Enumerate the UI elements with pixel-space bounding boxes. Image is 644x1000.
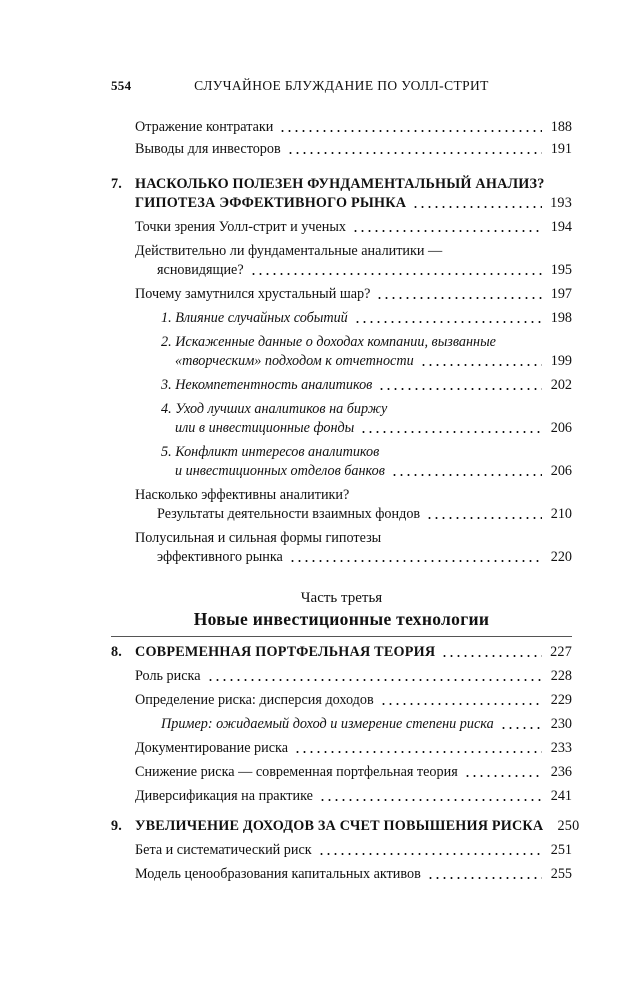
toc-subentry bbox=[111, 443, 572, 481]
toc-entry-page: 255 bbox=[550, 866, 572, 882]
toc-entry-page: 194 bbox=[550, 219, 572, 235]
toc-entry-page: 233 bbox=[550, 740, 572, 756]
leader-dots bbox=[378, 388, 542, 390]
part-title: Новые инвестиционные технологии bbox=[193, 609, 490, 629]
toc-entry-title-cont: эффективного рынка bbox=[157, 549, 283, 565]
toc-entry bbox=[111, 739, 572, 758]
leader-dots bbox=[250, 273, 542, 275]
toc-entry-page: 236 bbox=[550, 764, 572, 780]
toc-entry-title: Роль риска bbox=[135, 668, 201, 684]
leader-dots bbox=[464, 775, 542, 777]
toc-entry-title: Бета и систематический риск bbox=[135, 842, 312, 858]
toc-chapter-8 bbox=[111, 643, 572, 806]
leader-dots bbox=[441, 655, 542, 657]
page-number: 554 bbox=[111, 78, 132, 93]
toc-entry-title: Насколько эффективны аналитики? bbox=[135, 487, 350, 503]
toc-entry-page: 199 bbox=[550, 353, 572, 369]
toc-subentry bbox=[111, 715, 572, 734]
leader-dots bbox=[289, 560, 542, 562]
leader-dots bbox=[426, 517, 542, 519]
toc-entry-title: Пример: ожидаемый доход и измерение степени риска bbox=[161, 716, 494, 732]
toc-entry bbox=[111, 486, 572, 524]
toc-entry-page: 229 bbox=[550, 692, 572, 708]
toc-entry bbox=[111, 841, 572, 860]
toc-entry-title: Документирование риска bbox=[135, 740, 289, 756]
toc-entry-title: Полусильная и сильная формы гипотезы bbox=[135, 530, 382, 546]
toc-entry bbox=[111, 865, 572, 884]
toc-entry-page: 198 bbox=[550, 310, 572, 326]
leader-dots bbox=[354, 321, 542, 323]
chapter-page: 193 bbox=[550, 195, 572, 211]
toc-entry-page: 191 bbox=[550, 141, 572, 157]
running-header bbox=[111, 78, 572, 98]
toc-entry-title: Диверсификация на практике bbox=[135, 788, 313, 804]
toc-entry bbox=[111, 667, 572, 686]
toc-entry-title-cont: и инвестиционных отделов банков bbox=[175, 463, 385, 479]
toc-chapter-9 bbox=[111, 817, 580, 884]
chapter-number: 9. bbox=[111, 818, 123, 834]
toc-entry-title-cont: «творческим» подходом к отчетности bbox=[175, 353, 414, 369]
toc-entry-title: Определение риска: дисперсия доходов bbox=[135, 692, 374, 708]
toc-entry-page: 220 bbox=[550, 549, 572, 565]
leader-dots bbox=[207, 679, 543, 681]
toc-entry bbox=[111, 118, 572, 137]
leader-dots bbox=[420, 364, 542, 366]
toc-section-top bbox=[111, 118, 572, 159]
chapter-title: УВЕЛИЧЕНИЕ ДОХОДОВ ЗА СЧЕТ ПОВЫШЕНИЯ РИСКА bbox=[135, 818, 544, 834]
toc-entry-page: 195 bbox=[550, 262, 572, 278]
leader-dots bbox=[391, 474, 542, 476]
chapter-page: 250 bbox=[557, 818, 580, 834]
toc-entry-page: 210 bbox=[550, 506, 572, 522]
toc-entry bbox=[111, 285, 572, 304]
divider bbox=[111, 636, 572, 637]
toc-entry-page: 241 bbox=[550, 788, 572, 804]
leader-dots bbox=[279, 130, 542, 132]
toc-entry-title: Действительно ли фундаментальные аналитики — bbox=[135, 243, 443, 259]
toc-entry-title: Модель ценообразования капитальных активов bbox=[135, 866, 421, 882]
toc-entry bbox=[111, 242, 572, 280]
chapter-number: 7. bbox=[111, 176, 123, 192]
leader-dots bbox=[294, 751, 542, 753]
toc-entry-page: 228 bbox=[550, 668, 572, 684]
toc-entry-page: 188 bbox=[550, 119, 572, 135]
chapter-title-line-1: НАСКОЛЬКО ПОЛЕЗЕН ФУНДАМЕНТАЛЬНЫЙ АНАЛИЗ? bbox=[135, 176, 545, 192]
chapter-heading bbox=[111, 817, 580, 836]
leader-dots bbox=[287, 152, 542, 154]
toc-entry-title: Точки зрения Уолл-стрит и ученых bbox=[135, 219, 346, 235]
toc-entry-page: 251 bbox=[550, 842, 572, 858]
chapter-heading bbox=[111, 175, 572, 213]
toc-subentry bbox=[111, 333, 572, 371]
toc-entry-title: 4. Уход лучших аналитиков на биржу bbox=[161, 401, 388, 417]
toc-entry-title: 2. Искаженные данные о доходах компании, вызванные bbox=[161, 334, 496, 350]
toc-entry-page: 230 bbox=[550, 716, 572, 732]
toc-entry bbox=[111, 691, 572, 710]
toc-entry-title: 3. Некомпетентность аналитиков bbox=[161, 377, 373, 393]
chapter-heading bbox=[111, 643, 572, 662]
toc-entry-title: 5. Конфликт интересов аналитиков bbox=[161, 444, 380, 460]
leader-dots bbox=[360, 431, 542, 433]
leader-dots bbox=[352, 230, 542, 232]
toc-entry-title: Снижение риска — современная портфельная теория bbox=[135, 764, 458, 780]
toc-entry-title-cont: Результаты деятельности взаимных фондов bbox=[157, 506, 421, 522]
toc-entry bbox=[111, 218, 572, 237]
leader-dots bbox=[319, 799, 542, 801]
toc-entry bbox=[111, 529, 572, 567]
leader-dots bbox=[318, 853, 542, 855]
toc-entry-title: 1. Влияние случайных событий bbox=[161, 310, 348, 326]
toc-entry-page: 206 bbox=[550, 420, 572, 436]
leader-dots bbox=[380, 703, 542, 705]
toc-entry bbox=[111, 140, 572, 159]
toc-entry-title-cont: или в инвестиционные фонды bbox=[175, 420, 355, 436]
toc-entry-title: Отражение контратаки bbox=[135, 119, 274, 135]
toc-entry-page: 206 bbox=[550, 463, 572, 479]
toc-subentry bbox=[111, 376, 572, 395]
leader-dots bbox=[427, 877, 542, 879]
toc-entry bbox=[111, 763, 572, 782]
toc-entry bbox=[111, 787, 572, 806]
leader-dots bbox=[412, 206, 542, 208]
running-title: СЛУЧАЙНОЕ БЛУЖДАНИЕ ПО УОЛЛ-СТРИТ bbox=[194, 78, 489, 93]
toc-entry-title: Выводы для инвесторов bbox=[135, 141, 281, 157]
toc-chapter-7 bbox=[111, 175, 572, 567]
chapter-page: 227 bbox=[550, 644, 572, 660]
chapter-number: 8. bbox=[111, 644, 123, 660]
chapter-title: СОВРЕМЕННАЯ ПОРТФЕЛЬНАЯ ТЕОРИЯ bbox=[135, 644, 436, 660]
toc-subentry bbox=[111, 400, 572, 438]
toc-entry-page: 197 bbox=[550, 286, 572, 302]
toc-entry-title: Почему замутнился хрустальный шар? bbox=[135, 286, 371, 302]
toc-entry-title-cont: ясновидящие? bbox=[157, 262, 244, 278]
part-label: Часть третья bbox=[300, 590, 383, 606]
chapter-title-line-2: ГИПОТЕЗА ЭФФЕКТИВНОГО РЫНКА bbox=[135, 195, 407, 211]
leader-dots bbox=[500, 727, 542, 729]
leader-dots bbox=[376, 297, 542, 299]
toc-subentry bbox=[111, 309, 572, 328]
toc-entry-page: 202 bbox=[550, 377, 572, 393]
